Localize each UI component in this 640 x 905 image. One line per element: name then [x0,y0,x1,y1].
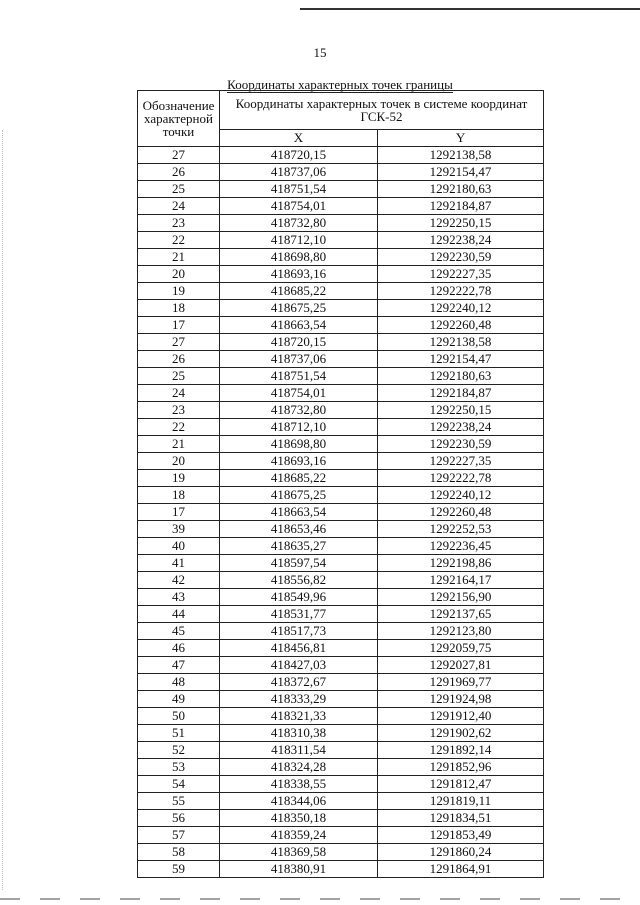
table-row [138,368,544,385]
table-row [138,453,544,470]
header-coordinates: Координаты характерных точек в системе координат ГСК-52 [220,91,544,130]
table-row [138,470,544,487]
y-coordinate-cell: 1292222,78 [378,470,544,487]
y-coordinate-cell: 1291892,14 [378,742,544,759]
x-coordinate-cell: 418556,82 [220,572,378,589]
table-row [138,657,544,674]
scan-margin-marks [2,130,9,890]
x-coordinate-cell: 418311,54 [220,742,378,759]
point-number-cell: 44 [138,606,220,623]
table-row [138,606,544,623]
y-coordinate-cell: 1291912,40 [378,708,544,725]
point-number-cell: 56 [138,810,220,827]
header-y: Y [378,130,544,147]
point-number-cell: 22 [138,419,220,436]
x-coordinate-cell: 418635,27 [220,538,378,555]
y-coordinate-cell: 1292059,75 [378,640,544,657]
x-coordinate-cell: 418732,80 [220,402,378,419]
table-row [138,283,544,300]
point-number-cell: 58 [138,844,220,861]
point-number-cell: 20 [138,266,220,283]
table-row [138,181,544,198]
y-coordinate-cell: 1292156,90 [378,589,544,606]
y-coordinate-cell: 1292252,53 [378,521,544,538]
x-coordinate-cell: 418693,16 [220,453,378,470]
point-number-cell: 27 [138,334,220,351]
y-coordinate-cell: 1291834,51 [378,810,544,827]
x-coordinate-cell: 418597,54 [220,555,378,572]
x-coordinate-cell: 418720,15 [220,334,378,351]
y-coordinate-cell: 1291852,96 [378,759,544,776]
x-coordinate-cell: 418698,80 [220,436,378,453]
y-coordinate-cell: 1292138,58 [378,147,544,164]
point-number-cell: 54 [138,776,220,793]
table-row [138,419,544,436]
x-coordinate-cell: 418369,58 [220,844,378,861]
point-number-cell: 23 [138,402,220,419]
table-row [138,402,544,419]
point-number-cell: 45 [138,623,220,640]
table-row [138,198,544,215]
y-coordinate-cell: 1292230,59 [378,436,544,453]
x-coordinate-cell: 418338,55 [220,776,378,793]
table-row [138,521,544,538]
y-coordinate-cell: 1291860,24 [378,844,544,861]
y-coordinate-cell: 1292227,35 [378,453,544,470]
header-point-designation: Обозначение характерной точки [138,91,220,147]
table-row [138,334,544,351]
point-number-cell: 49 [138,691,220,708]
x-coordinate-cell: 418675,25 [220,300,378,317]
point-number-cell: 48 [138,674,220,691]
y-coordinate-cell: 1291853,49 [378,827,544,844]
point-number-cell: 26 [138,164,220,181]
y-coordinate-cell: 1291819,11 [378,793,544,810]
x-coordinate-cell: 418737,06 [220,351,378,368]
table-row [138,759,544,776]
table-row [138,742,544,759]
point-number-cell: 50 [138,708,220,725]
y-coordinate-cell: 1292236,45 [378,538,544,555]
table-row [138,810,544,827]
y-coordinate-cell: 1292154,47 [378,164,544,181]
table-row [138,623,544,640]
point-number-cell: 55 [138,793,220,810]
x-coordinate-cell: 418685,22 [220,283,378,300]
x-coordinate-cell: 418344,06 [220,793,378,810]
point-number-cell: 17 [138,317,220,334]
y-coordinate-cell: 1292180,63 [378,368,544,385]
coordinates-table [137,90,544,878]
x-coordinate-cell: 418549,96 [220,589,378,606]
x-coordinate-cell: 418693,16 [220,266,378,283]
point-number-cell: 25 [138,368,220,385]
point-number-cell: 40 [138,538,220,555]
x-coordinate-cell: 418698,80 [220,249,378,266]
table-row [138,436,544,453]
table-row [138,147,544,164]
table-row [138,776,544,793]
x-coordinate-cell: 418359,24 [220,827,378,844]
x-coordinate-cell: 418663,54 [220,317,378,334]
x-coordinate-cell: 418754,01 [220,198,378,215]
y-coordinate-cell: 1292227,35 [378,266,544,283]
table-row [138,861,544,878]
point-number-cell: 24 [138,198,220,215]
point-number-cell: 51 [138,725,220,742]
y-coordinate-cell: 1292164,17 [378,572,544,589]
table-row [138,691,544,708]
point-number-cell: 26 [138,351,220,368]
x-coordinate-cell: 418372,67 [220,674,378,691]
x-coordinate-cell: 418427,03 [220,657,378,674]
x-coordinate-cell: 418675,25 [220,487,378,504]
x-coordinate-cell: 418737,06 [220,164,378,181]
y-coordinate-cell: 1292198,86 [378,555,544,572]
y-coordinate-cell: 1292238,24 [378,419,544,436]
table-row [138,249,544,266]
top-rule [300,8,640,10]
point-number-cell: 22 [138,232,220,249]
point-number-cell: 59 [138,861,220,878]
point-number-cell: 21 [138,249,220,266]
table-row [138,555,544,572]
x-coordinate-cell: 418732,80 [220,215,378,232]
table-caption-text: Координаты характерных точек границы [227,77,453,92]
x-coordinate-cell: 418712,10 [220,419,378,436]
y-coordinate-cell: 1292238,24 [378,232,544,249]
x-coordinate-cell: 418754,01 [220,385,378,402]
table-row [138,708,544,725]
table-row [138,232,544,249]
y-coordinate-cell: 1292027,81 [378,657,544,674]
table-row [138,504,544,521]
table-row [138,674,544,691]
point-number-cell: 18 [138,487,220,504]
point-number-cell: 20 [138,453,220,470]
y-coordinate-cell: 1292123,80 [378,623,544,640]
table-row [138,589,544,606]
point-number-cell: 27 [138,147,220,164]
table-row [138,487,544,504]
x-coordinate-cell: 418531,77 [220,606,378,623]
point-number-cell: 18 [138,300,220,317]
point-number-cell: 25 [138,181,220,198]
y-coordinate-cell: 1291924,98 [378,691,544,708]
point-number-cell: 57 [138,827,220,844]
point-number-cell: 47 [138,657,220,674]
point-number-cell: 41 [138,555,220,572]
x-coordinate-cell: 418333,29 [220,691,378,708]
table-row [138,827,544,844]
point-number-cell: 43 [138,589,220,606]
y-coordinate-cell: 1292240,12 [378,300,544,317]
x-coordinate-cell: 418751,54 [220,368,378,385]
point-number-cell: 17 [138,504,220,521]
scan-bottom-marks [0,898,640,900]
x-coordinate-cell: 418310,38 [220,725,378,742]
y-coordinate-cell: 1291812,47 [378,776,544,793]
x-coordinate-cell: 418712,10 [220,232,378,249]
table-row [138,538,544,555]
table-row [138,725,544,742]
y-coordinate-cell: 1292184,87 [378,385,544,402]
x-coordinate-cell: 418653,46 [220,521,378,538]
y-coordinate-cell: 1292180,63 [378,181,544,198]
x-coordinate-cell: 418685,22 [220,470,378,487]
point-number-cell: 21 [138,436,220,453]
point-number-cell: 46 [138,640,220,657]
y-coordinate-cell: 1292250,15 [378,215,544,232]
table-row [138,164,544,181]
x-coordinate-cell: 418663,54 [220,504,378,521]
point-number-cell: 19 [138,470,220,487]
y-coordinate-cell: 1292222,78 [378,283,544,300]
table-row [138,300,544,317]
y-coordinate-cell: 1291864,91 [378,861,544,878]
y-coordinate-cell: 1292154,47 [378,351,544,368]
x-coordinate-cell: 418321,33 [220,708,378,725]
x-coordinate-cell: 418517,73 [220,623,378,640]
table-row [138,317,544,334]
point-number-cell: 23 [138,215,220,232]
y-coordinate-cell: 1292138,58 [378,334,544,351]
header-x: X [220,130,378,147]
table-row [138,351,544,368]
y-coordinate-cell: 1291969,77 [378,674,544,691]
y-coordinate-cell: 1292250,15 [378,402,544,419]
page-number: 15 [313,45,327,60]
table-row [138,844,544,861]
point-number-cell: 24 [138,385,220,402]
point-number-cell: 39 [138,521,220,538]
y-coordinate-cell: 1292260,48 [378,504,544,521]
x-coordinate-cell: 418350,18 [220,810,378,827]
y-coordinate-cell: 1291902,62 [378,725,544,742]
table-body [138,147,544,878]
y-coordinate-cell: 1292260,48 [378,317,544,334]
y-coordinate-cell: 1292184,87 [378,198,544,215]
x-coordinate-cell: 418720,15 [220,147,378,164]
x-coordinate-cell: 418456,81 [220,640,378,657]
y-coordinate-cell: 1292230,59 [378,249,544,266]
y-coordinate-cell: 1292240,12 [378,487,544,504]
table-row [138,266,544,283]
point-number-cell: 52 [138,742,220,759]
table-row [138,385,544,402]
point-number-cell: 19 [138,283,220,300]
x-coordinate-cell: 418380,91 [220,861,378,878]
table-row [138,215,544,232]
table-row [138,640,544,657]
point-number-cell: 53 [138,759,220,776]
table-row [138,572,544,589]
x-coordinate-cell: 418751,54 [220,181,378,198]
table-row [138,793,544,810]
point-number-cell: 42 [138,572,220,589]
y-coordinate-cell: 1292137,65 [378,606,544,623]
x-coordinate-cell: 418324,28 [220,759,378,776]
